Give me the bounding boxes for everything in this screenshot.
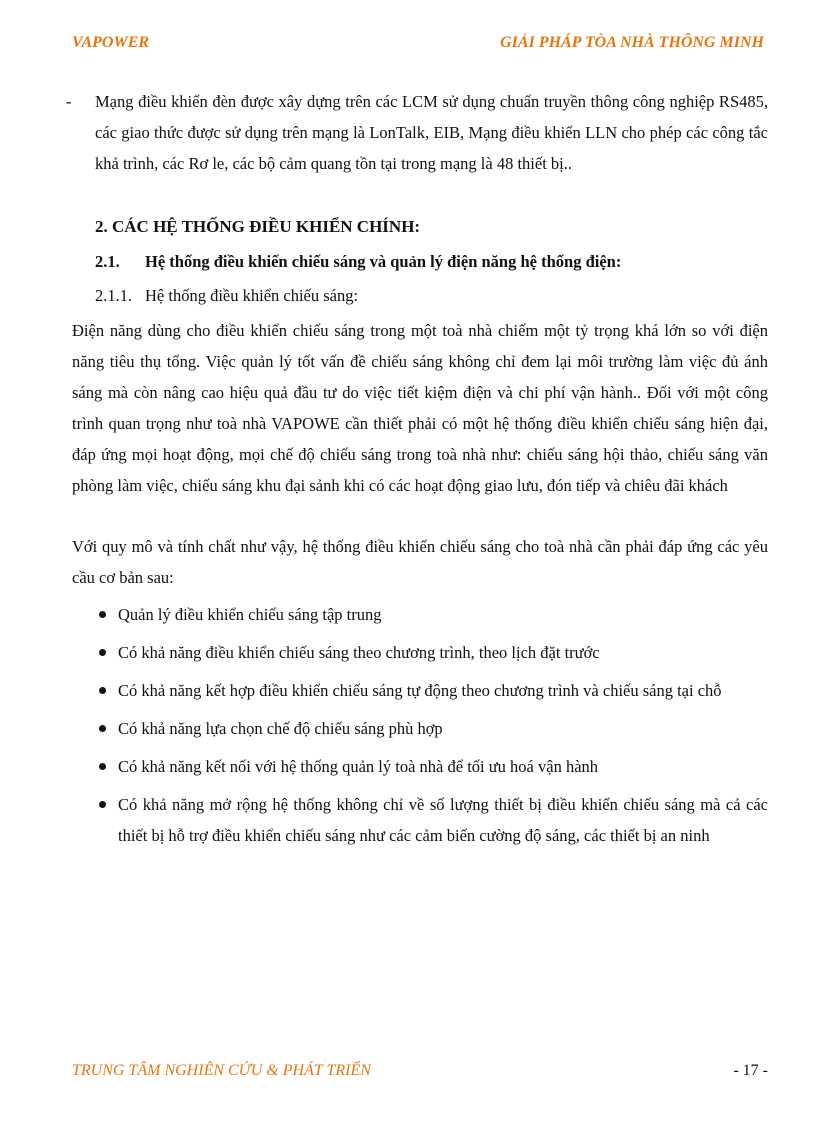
subsubsection-number: 2.1.1. (95, 286, 133, 305)
intro-text: Mạng điều khiển đèn được xây dựng trên các LCM sử dụng chuẩn truyền thông công nghiệp RS485, các giao thức được sử dụng trên mạng là LonTalk, EIB, Mạng điều khiển LLN cho phép các công tắc khả trình, các Rơ le, các bộ cảm quang tồn tại trong mạng là 48 thiết bị.. (95, 92, 768, 173)
requirements-list (72, 599, 768, 851)
bullet-icon (99, 763, 106, 770)
page-footer (72, 1062, 768, 1084)
paragraph-requirements: Với quy mô và tính chất như vậy, hệ thống điều khiển chiếu sáng cho toà nhà cần phải đáp ứng các yêu cầu cơ bản sau: (72, 537, 768, 587)
page-header (72, 34, 764, 58)
list-item-text: Có khả năng lựa chọn chế độ chiếu sáng phù hợp (118, 719, 443, 738)
list-item-text: Có khả năng điều khiển chiếu sáng theo chương trình, theo lịch đặt trước (118, 643, 600, 662)
list-item (72, 599, 768, 630)
section-heading: 2. CÁC HỆ THỐNG ĐIỀU KHIỂN CHÍNH: (95, 217, 421, 236)
paragraph-lighting-energy: Điện năng dùng cho điều khiển chiếu sáng trong một toà nhà chiếm một tỷ trọng khá lớn so với điện năng tiêu thụ tổng. Việc quản lý tốt vấn đề chiếu sáng không chỉ đem lại môi trường làm việc đủ ánh sáng mà còn nâng cao hiệu quả đầu tư do việc tiết kiệm điện và chi phí vận hành.. Đối với một công trình quan trọng như toà nhà VAPOWE cần thiết phải có một hệ thống điều khiển chiếu sáng hiện đại, đáp ứng mọi hoạt động, mọi chế độ chiếu sáng trong toà nhà như: chiếu sáng hội thảo, chiếu sáng văn phòng làm việc, chiếu sáng khu đại sảnh khi có các hoạt động giao lưu, đón tiếp và chiêu đãi khách (72, 321, 768, 495)
footer-department: TRUNG TÂM NGHIÊN CỨU & PHÁT TRIỂN (72, 1062, 371, 1079)
bullet-icon (99, 687, 106, 694)
list-item-text: Có khả năng mở rộng hệ thống không chỉ về số lượng thiết bị điều khiển chiếu sáng mà cả các thiết bị hỗ trợ điều khiển chiếu sáng như các cảm biến cường độ sáng, các thiết bị an ninh (118, 795, 768, 845)
subsubsection-heading (72, 280, 768, 311)
subsection-title: Hệ thống điều khiển chiếu sáng và quản lý điện năng hệ thống điện: (145, 252, 622, 271)
subsection-number: 2.1. (95, 252, 120, 271)
bullet-icon (99, 725, 106, 732)
list-item-text: Quản lý điều khiển chiếu sáng tập trung (118, 605, 382, 624)
bullet-icon (99, 611, 106, 618)
list-item (72, 713, 768, 744)
page-number: - 17 - (733, 1062, 768, 1079)
bullet-icon (99, 801, 106, 808)
list-item-text: Có khả năng kết hợp điều khiển chiếu sáng tự động theo chương trình và chiếu sáng tại chỗ (118, 681, 722, 700)
header-company: VAPOWER (72, 34, 150, 51)
list-item-text: Có khả năng kết nối với hệ thống quản lý toà nhà để tối ưu hoá vận hành (118, 757, 599, 776)
header-title: GIẢI PHÁP TÒA NHÀ THÔNG MINH (500, 34, 764, 51)
intro-list-item (66, 86, 768, 179)
list-item (72, 751, 768, 782)
dash-marker: - (66, 92, 72, 111)
subsection-heading (72, 246, 768, 277)
list-item (72, 675, 768, 706)
bullet-icon (99, 649, 106, 656)
subsubsection-title: Hệ thống điều khiển chiếu sáng: (145, 286, 359, 305)
list-item (72, 637, 768, 668)
list-item (72, 789, 768, 851)
page-body (66, 86, 768, 858)
